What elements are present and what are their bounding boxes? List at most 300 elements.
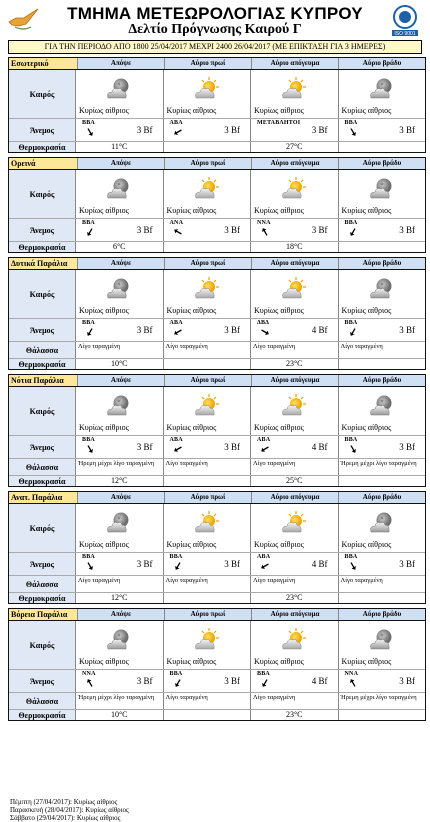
column-header: Αύριο βράδυ bbox=[339, 58, 425, 69]
wind-arrow-icon bbox=[83, 442, 97, 456]
wind-cell bbox=[76, 319, 164, 341]
temperature-value bbox=[164, 593, 252, 603]
moon-cloud-icon bbox=[368, 393, 396, 417]
weather-description: Κυρίως αίθριος bbox=[254, 206, 304, 215]
sea-state: Ήρεμη μέχρι λίγο ταραγμένη bbox=[340, 460, 417, 467]
weather-cell bbox=[164, 387, 252, 435]
row-label: Καιρός bbox=[9, 270, 76, 318]
temperature-value bbox=[164, 476, 252, 486]
forecast-section bbox=[8, 608, 426, 721]
row-label: Άνεμος bbox=[9, 319, 76, 341]
weather-description: Κυρίως αίθριος bbox=[254, 106, 304, 115]
temperature-value bbox=[339, 710, 426, 720]
temperature-row bbox=[9, 142, 425, 152]
wind-arrow-icon bbox=[258, 559, 272, 573]
moon-cloud-icon bbox=[105, 276, 133, 300]
wind-force: 3 Bf bbox=[311, 125, 328, 135]
weather-cell bbox=[76, 621, 164, 669]
row-label: Άνεμος bbox=[9, 119, 76, 141]
sea-state: Ήρεμη μέχρι λίγο ταραγμένη bbox=[340, 694, 417, 701]
temperature-row bbox=[9, 242, 425, 252]
wind-direction: ΒΒΑ bbox=[344, 437, 358, 443]
temperature-value: 18°C bbox=[251, 242, 339, 252]
wind-force: 3 Bf bbox=[224, 225, 240, 235]
row-label: Άνεμος bbox=[9, 553, 76, 575]
wind-force: 3 Bf bbox=[224, 559, 240, 569]
moon-cloud-icon bbox=[368, 276, 396, 300]
temperature-row bbox=[9, 710, 425, 720]
wind-row bbox=[9, 553, 425, 576]
column-header: Αύριο βράδυ bbox=[339, 609, 425, 620]
wind-arrow-icon bbox=[83, 225, 97, 239]
wind-force: 3 Bf bbox=[399, 559, 415, 569]
wind-arrow-icon bbox=[171, 676, 185, 690]
wind-force: 3 Bf bbox=[136, 442, 153, 452]
wind-force: 3 Bf bbox=[399, 225, 415, 235]
wind-arrow-icon bbox=[171, 125, 185, 139]
sea-state: Λίγο ταραγμένη bbox=[251, 459, 339, 475]
wind-direction: ΒΒΑ bbox=[344, 320, 358, 326]
moon-cloud-icon bbox=[105, 176, 133, 200]
sea-state: Λίγο ταραγμένη bbox=[164, 459, 252, 475]
forecast-period: ΓΙΑ ΤΗΝ ΠΕΡΙΟΔΟ ΑΠΟ 1800 25/04/2017 ΜΕΧΡΙ 2400 26/04/2017 (ΜΕ ΕΠΙΚΤΑΣΗ ΓΙΑ 3 ΗΜΕΡΕΣ) bbox=[8, 40, 422, 54]
wind-row bbox=[9, 670, 425, 693]
wind-cell bbox=[251, 553, 339, 575]
column-header: Απόψε bbox=[78, 609, 165, 620]
weather-cell bbox=[164, 621, 252, 669]
wind-cell bbox=[251, 319, 339, 341]
section-header bbox=[9, 375, 425, 387]
temperature-value: 10°C bbox=[76, 359, 164, 369]
wind-cell bbox=[339, 219, 426, 241]
row-label: Θερμοκρασία bbox=[9, 142, 76, 152]
wind-direction: ΒΒΑ bbox=[344, 120, 358, 126]
forecast-section bbox=[8, 491, 426, 604]
temperature-row bbox=[9, 476, 425, 486]
weather-description: Κυρίως αίθριος bbox=[341, 540, 392, 549]
column-header: Αύριο απόγευμα bbox=[252, 58, 339, 69]
row-label: Άνεμος bbox=[9, 219, 76, 241]
weather-description: Κυρίως αίθριος bbox=[166, 106, 217, 115]
column-header: Αύριο απόγευμα bbox=[252, 375, 339, 386]
wind-arrow-icon bbox=[346, 442, 360, 456]
weather-description: Κυρίως αίθριος bbox=[166, 306, 217, 315]
wind-arrow-icon bbox=[171, 325, 185, 339]
sun-cloud-icon bbox=[280, 627, 308, 651]
wind-direction: ΑΒΑ bbox=[257, 437, 271, 443]
weather-description: Κυρίως αίθριος bbox=[166, 423, 217, 432]
wind-direction: ΒΒΑ bbox=[169, 671, 183, 677]
weather-row bbox=[9, 387, 425, 436]
section-name: Εσωτερικό bbox=[9, 58, 78, 69]
temperature-value bbox=[164, 142, 252, 152]
section-header bbox=[9, 492, 425, 504]
sea-state: Λίγο ταραγμένη bbox=[251, 342, 339, 358]
wind-direction: ΒΒΑ bbox=[82, 120, 95, 126]
temperature-value bbox=[164, 359, 252, 369]
forecast-section bbox=[8, 374, 426, 487]
temperature-value: 11°C bbox=[76, 142, 164, 152]
weather-cell bbox=[339, 621, 426, 669]
wind-cell bbox=[164, 219, 252, 241]
sun-cloud-icon bbox=[193, 76, 221, 100]
wind-direction: ΑΒΑ bbox=[169, 120, 183, 126]
section-header bbox=[9, 609, 425, 621]
wind-row bbox=[9, 119, 425, 142]
sun-cloud-icon bbox=[280, 276, 308, 300]
sun-cloud-icon bbox=[193, 176, 221, 200]
wind-cell bbox=[339, 553, 426, 575]
column-header: Απόψε bbox=[78, 375, 165, 386]
temperature-value: 23°C bbox=[251, 593, 339, 603]
sun-cloud-icon bbox=[280, 176, 308, 200]
sea-state: Λίγο ταραγμένη bbox=[164, 342, 252, 358]
weather-cell bbox=[251, 621, 339, 669]
wind-force: 4 Bf bbox=[311, 559, 328, 569]
forecast-section bbox=[8, 257, 426, 370]
sea-state: Λίγο ταραγμένη bbox=[251, 576, 339, 592]
page-subtitle: Δελτίο Πρόγνωσης Καιρού Γ bbox=[128, 22, 302, 37]
section-header bbox=[9, 58, 425, 70]
temperature-value: 6°C bbox=[76, 242, 164, 252]
wind-force: 3 Bf bbox=[136, 225, 153, 235]
weather-description: Κυρίως αίθριος bbox=[166, 657, 217, 666]
sun-cloud-icon bbox=[193, 393, 221, 417]
weather-description: Κυρίως αίθριος bbox=[341, 306, 392, 315]
sea-state: Λίγο ταραγμένη bbox=[76, 342, 164, 358]
temperature-value bbox=[339, 359, 426, 369]
row-label: Άνεμος bbox=[9, 436, 76, 458]
weather-cell bbox=[339, 387, 426, 435]
column-header: Αύριο βράδυ bbox=[339, 258, 425, 269]
row-label: Καιρός bbox=[9, 70, 76, 118]
moon-cloud-icon bbox=[368, 510, 396, 534]
page-header bbox=[0, 0, 430, 40]
moon-cloud-icon bbox=[105, 510, 133, 534]
sea-state: Λίγο ταραγμένη bbox=[340, 577, 383, 584]
wind-cell bbox=[339, 436, 426, 458]
wind-force: 3 Bf bbox=[136, 559, 153, 569]
wind-arrow-icon bbox=[346, 225, 360, 239]
weather-cell bbox=[76, 70, 164, 118]
wind-arrow-icon bbox=[83, 125, 97, 139]
wind-arrow-icon bbox=[258, 225, 272, 239]
wind-cell bbox=[164, 119, 252, 141]
wind-force: 4 Bf bbox=[311, 442, 328, 452]
wind-direction: ΑΒΑ bbox=[169, 437, 183, 443]
sea-row bbox=[9, 342, 425, 359]
wind-direction: ΒΒΑ bbox=[82, 220, 95, 226]
weather-description: Κυρίως αίθριος bbox=[79, 657, 129, 666]
wind-arrow-icon bbox=[83, 676, 97, 690]
wind-force: 3 Bf bbox=[399, 676, 415, 686]
wind-direction: ΑΒΑ bbox=[257, 554, 271, 560]
moon-cloud-icon bbox=[105, 393, 133, 417]
weather-cell bbox=[251, 270, 339, 318]
wind-force: 3 Bf bbox=[311, 225, 328, 235]
wind-force: 4 Bf bbox=[311, 325, 328, 335]
temperature-value bbox=[339, 142, 426, 152]
wind-direction: ΝΝΑ bbox=[344, 671, 359, 677]
forecast-section bbox=[8, 57, 426, 153]
weather-cell bbox=[339, 70, 426, 118]
temperature-value: 23°C bbox=[251, 359, 339, 369]
row-label: Καιρός bbox=[9, 504, 76, 552]
wind-direction: ΔΒΔ bbox=[257, 320, 270, 326]
weather-cell bbox=[76, 504, 164, 552]
sun-cloud-icon bbox=[193, 276, 221, 300]
outlook-line: Πέμπτη (27/04/2017): Κυρίως αίθριος bbox=[10, 798, 118, 806]
wind-cell bbox=[164, 319, 252, 341]
row-label: Καιρός bbox=[9, 621, 76, 669]
wind-force: 3 Bf bbox=[136, 676, 153, 686]
weather-cell bbox=[339, 170, 426, 218]
weather-description: Κυρίως αίθριος bbox=[341, 423, 392, 432]
weather-description: Κυρίως αίθριος bbox=[341, 206, 392, 215]
wind-row bbox=[9, 219, 425, 242]
wind-force: 3 Bf bbox=[136, 325, 153, 335]
moon-cloud-icon bbox=[368, 76, 396, 100]
weather-cell bbox=[76, 387, 164, 435]
weather-row bbox=[9, 170, 425, 219]
weather-cell bbox=[164, 270, 252, 318]
wind-force: 3 Bf bbox=[224, 442, 240, 452]
wind-arrow-icon bbox=[83, 325, 97, 339]
temperature-value: 12°C bbox=[76, 476, 164, 486]
wind-direction: ΝΝΑ bbox=[82, 671, 96, 677]
wind-direction: ΒΒΑ bbox=[169, 554, 183, 560]
wind-cell bbox=[164, 553, 252, 575]
weather-description: Κυρίως αίθριος bbox=[79, 306, 129, 315]
temperature-value: 27°C bbox=[251, 142, 339, 152]
wind-arrow-icon bbox=[83, 559, 97, 573]
sun-cloud-icon bbox=[193, 627, 221, 651]
extended-outlook bbox=[10, 798, 129, 822]
column-header: Απόψε bbox=[78, 158, 165, 169]
weather-cell bbox=[251, 387, 339, 435]
wind-arrow-icon bbox=[346, 325, 360, 339]
weather-description: Κυρίως αίθριος bbox=[166, 206, 217, 215]
weather-cell bbox=[76, 270, 164, 318]
row-label: Θάλασσα bbox=[9, 459, 76, 475]
wind-cell bbox=[164, 670, 252, 692]
wind-arrow-icon bbox=[258, 325, 272, 339]
column-header: Αύριο πρωί bbox=[165, 158, 252, 169]
wind-force: 3 Bf bbox=[136, 125, 153, 135]
moon-cloud-icon bbox=[105, 627, 133, 651]
forecast-section bbox=[8, 157, 426, 253]
wind-arrow-icon bbox=[258, 442, 272, 456]
sea-row bbox=[9, 576, 425, 593]
weather-description: Κυρίως αίθριος bbox=[254, 423, 304, 432]
column-header: Αύριο πρωί bbox=[165, 492, 252, 503]
weather-cell bbox=[76, 170, 164, 218]
temperature-value: 10°C bbox=[76, 710, 164, 720]
wind-direction: ΒΒΑ bbox=[344, 554, 358, 560]
weather-description: Κυρίως αίθριος bbox=[166, 540, 217, 549]
sun-cloud-icon bbox=[280, 510, 308, 534]
wind-cell bbox=[76, 553, 164, 575]
column-header: Αύριο βράδυ bbox=[339, 158, 425, 169]
wind-cell bbox=[339, 670, 426, 692]
wind-arrow-icon bbox=[346, 559, 360, 573]
column-header: Αύριο απόγευμα bbox=[252, 158, 339, 169]
wind-arrow-icon bbox=[346, 676, 360, 690]
temperature-row bbox=[9, 593, 425, 603]
wind-arrow-icon bbox=[258, 676, 272, 690]
wind-arrow-icon bbox=[171, 225, 185, 239]
wind-force: 3 Bf bbox=[399, 325, 415, 335]
wind-cell bbox=[339, 319, 426, 341]
moon-cloud-icon bbox=[368, 176, 396, 200]
weather-description: Κυρίως αίθριος bbox=[341, 106, 392, 115]
weather-description: Κυρίως αίθριος bbox=[79, 423, 129, 432]
wind-cell bbox=[76, 219, 164, 241]
wind-cell bbox=[76, 670, 164, 692]
wind-force: 3 Bf bbox=[224, 125, 240, 135]
wind-force: 3 Bf bbox=[224, 325, 240, 335]
weather-description: Κυρίως αίθριος bbox=[79, 206, 129, 215]
sun-cloud-icon bbox=[280, 393, 308, 417]
section-header bbox=[9, 158, 425, 170]
wind-force: 3 Bf bbox=[224, 676, 240, 686]
row-label: Θερμοκρασία bbox=[9, 710, 76, 720]
iso-label: ISO 9001 bbox=[394, 31, 416, 36]
weather-cell bbox=[251, 70, 339, 118]
weather-cell bbox=[164, 70, 252, 118]
wind-direction: ΑΝΑ bbox=[169, 220, 184, 226]
sea-row bbox=[9, 693, 425, 710]
weather-description: Κυρίως αίθριος bbox=[254, 306, 304, 315]
weather-description: Κυρίως αίθριος bbox=[254, 657, 304, 666]
weather-cell bbox=[164, 170, 252, 218]
wind-force: 3 Bf bbox=[399, 125, 415, 135]
sun-cloud-icon bbox=[280, 76, 308, 100]
wind-arrow-icon bbox=[346, 125, 360, 139]
column-header: Αύριο απόγευμα bbox=[252, 492, 339, 503]
temperature-value bbox=[339, 476, 426, 486]
row-label: Καιρός bbox=[9, 170, 76, 218]
row-label: Θερμοκρασία bbox=[9, 359, 76, 369]
section-name: Δυτικά Παράλια bbox=[9, 258, 78, 269]
column-header: Απόψε bbox=[78, 258, 165, 269]
wind-direction: ΒΒΑ bbox=[344, 220, 358, 226]
wind-cell bbox=[76, 119, 164, 141]
wind-cell bbox=[251, 436, 339, 458]
wind-cell bbox=[164, 436, 252, 458]
moon-cloud-icon bbox=[105, 76, 133, 100]
wind-row bbox=[9, 436, 425, 459]
weather-row bbox=[9, 504, 425, 553]
weather-cell bbox=[339, 270, 426, 318]
temperature-value bbox=[164, 710, 252, 720]
wind-direction: ΑΒΑ bbox=[169, 320, 183, 326]
outlook-line: Σάββατο (29/04/2017): Κυρίως αίθριος bbox=[10, 814, 121, 822]
row-label: Θερμοκρασία bbox=[9, 242, 76, 252]
row-label: Θάλασσα bbox=[9, 576, 76, 592]
row-label: Θάλασσα bbox=[9, 342, 76, 358]
section-name: Ανατ. Παράλια bbox=[9, 492, 78, 503]
column-header: Αύριο βράδυ bbox=[339, 492, 425, 503]
row-label: Θερμοκρασία bbox=[9, 593, 76, 603]
sea-state: Λίγο ταραγμένη bbox=[164, 693, 252, 709]
temperature-value: 23°C bbox=[251, 710, 339, 720]
page-title: ΤΜΗΜΑ ΜΕΤΕΩΡΟΛΟΓΙΑΣ ΚΥΠΡΟΥ bbox=[67, 4, 363, 23]
sea-state: Λίγο ταραγμένη bbox=[164, 576, 252, 592]
temperature-value bbox=[164, 242, 252, 252]
section-header bbox=[9, 258, 425, 270]
column-header: Απόψε bbox=[78, 58, 165, 69]
temperature-value bbox=[339, 242, 426, 252]
wind-direction: ΜΕΤΑΒΛΗΤΟΙ bbox=[257, 120, 301, 126]
temperature-row bbox=[9, 359, 425, 369]
temperature-value: 12°C bbox=[76, 593, 164, 603]
row-label: Θερμοκρασία bbox=[9, 476, 76, 486]
wind-direction: ΒΒΑ bbox=[257, 671, 270, 677]
weather-cell bbox=[164, 504, 252, 552]
sea-state: Ήρεμη μέχρι λίγο ταραγμένη bbox=[76, 459, 164, 475]
column-header: Αύριο απόγευμα bbox=[252, 258, 339, 269]
column-header: Αύριο πρωί bbox=[165, 609, 252, 620]
section-name: Βόρεια Παράλια bbox=[9, 609, 78, 620]
section-name: Ορεινά bbox=[9, 158, 78, 169]
sea-state: Λίγο ταραγμένη bbox=[76, 576, 164, 592]
weather-description: Κυρίως αίθριος bbox=[79, 540, 129, 549]
sea-state: Λίγο ταραγμένη bbox=[251, 693, 339, 709]
wind-direction: ΒΒΑ bbox=[82, 320, 95, 326]
weather-description: Κυρίως αίθριος bbox=[79, 106, 129, 115]
wind-arrow-icon bbox=[171, 442, 185, 456]
wind-cell bbox=[251, 670, 339, 692]
weather-cell bbox=[251, 170, 339, 218]
sea-row bbox=[9, 459, 425, 476]
sea-state: Λίγο ταραγμένη bbox=[340, 343, 383, 350]
sun-cloud-icon bbox=[193, 510, 221, 534]
weather-row bbox=[9, 621, 425, 670]
wind-row bbox=[9, 319, 425, 342]
moon-cloud-icon bbox=[368, 627, 396, 651]
wind-cell bbox=[76, 436, 164, 458]
temperature-value bbox=[339, 593, 426, 603]
weather-row bbox=[9, 70, 425, 119]
weather-description: Κυρίως αίθριος bbox=[254, 540, 304, 549]
wind-cell bbox=[251, 119, 339, 141]
wind-force: 3 Bf bbox=[399, 442, 415, 452]
column-header: Αύριο πρωί bbox=[165, 375, 252, 386]
row-label: Άνεμος bbox=[9, 670, 76, 692]
column-header: Αύριο πρωί bbox=[165, 258, 252, 269]
wind-force: 4 Bf bbox=[311, 676, 328, 686]
column-header: Αύριο πρωί bbox=[165, 58, 252, 69]
column-header: Αύριο απόγευμα bbox=[252, 609, 339, 620]
row-label: Καιρός bbox=[9, 387, 76, 435]
iso-badge-icon bbox=[390, 4, 420, 36]
sea-state: Ήρεμη μέχρι λίγο ταραγμένη bbox=[76, 693, 164, 709]
wind-direction: ΒΒΑ bbox=[82, 437, 95, 443]
outlook-line: Παρασκευή (28/04/2017): Κυρίως αίθριος bbox=[10, 806, 129, 814]
weather-description: Κυρίως αίθριος bbox=[341, 657, 392, 666]
wind-cell bbox=[251, 219, 339, 241]
temperature-value: 25°C bbox=[251, 476, 339, 486]
section-name: Νότια Παράλια bbox=[9, 375, 78, 386]
wind-arrow-icon bbox=[171, 559, 185, 573]
wind-direction: ΝΝΑ bbox=[257, 220, 271, 226]
wind-cell bbox=[339, 119, 426, 141]
column-header: Αύριο βράδυ bbox=[339, 375, 425, 386]
forecast-sections bbox=[8, 57, 426, 725]
wind-direction: ΒΒΑ bbox=[82, 554, 95, 560]
weather-row bbox=[9, 270, 425, 319]
